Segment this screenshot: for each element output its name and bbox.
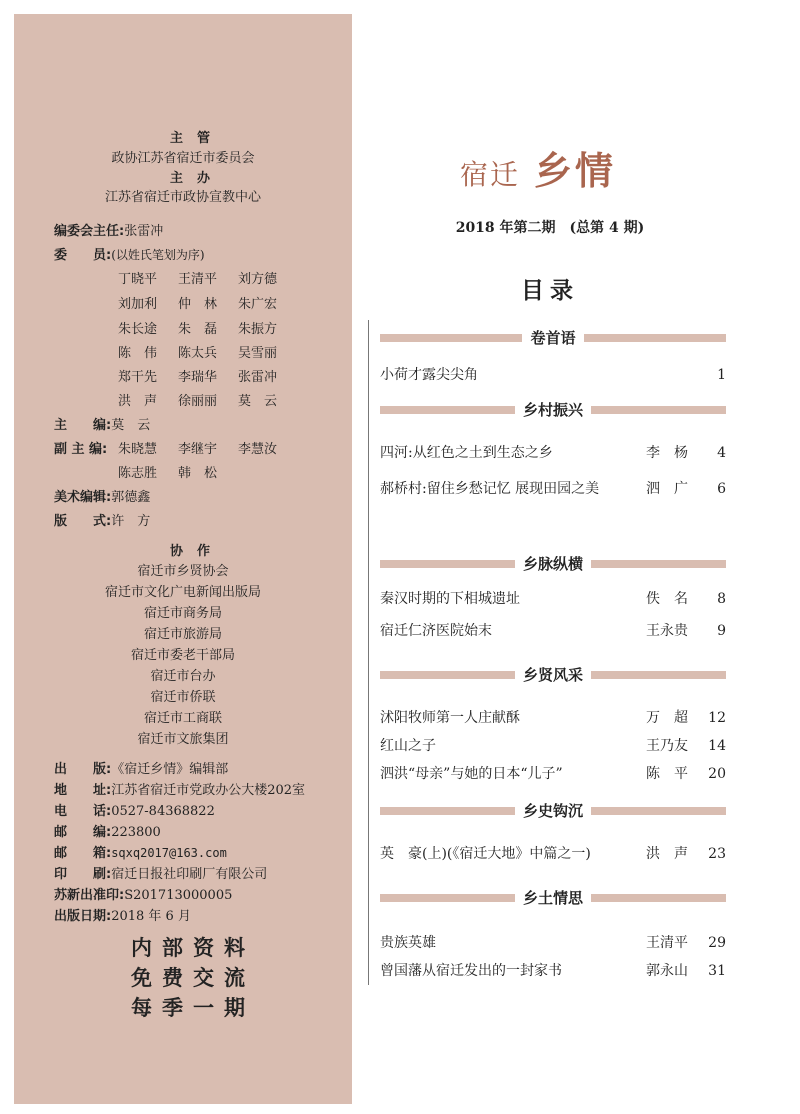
cooperation-org: 宿迁市委老干部局	[130, 648, 235, 663]
cooperation-org: 宿迁市商务局	[143, 606, 222, 621]
sponsor-label: 主管	[169, 131, 224, 146]
section-header: 乡史钩沉	[380, 800, 726, 822]
host-org: 江苏省宿迁市政协宣教中心	[104, 190, 261, 205]
toc-entry[interactable]: 贵族英雄 王清平 29	[380, 935, 726, 951]
member-row: 郑干先 李瑞华 张雷冲	[118, 370, 278, 385]
layout-designer: 版 式:许 方	[54, 514, 151, 529]
cooperation-org: 宿迁市文化广电新闻出版局	[104, 585, 261, 600]
cooperation-org: 宿迁市台办	[150, 669, 216, 684]
phone: 电 话:0527-84368822	[54, 804, 215, 819]
cooperation-org: 宿迁市工商联	[143, 711, 222, 726]
toc-entry[interactable]: 沭阳牧师第一人庄献酥 万 超 12	[380, 710, 726, 726]
cooperation-org: 宿迁市旅游局	[143, 627, 222, 642]
toc-entry[interactable]: 秦汉时期的下相城遗址 佚 名 8	[380, 591, 726, 607]
cooperation-org: 宿迁市文旅集团	[137, 732, 229, 747]
section-header: 乡贤风采	[380, 664, 726, 686]
toc-entry[interactable]: 英 豪(上)(《宿迁大地》中篇之一) 洪 声 23	[380, 846, 726, 862]
member-row: 洪 声 徐丽丽 莫 云	[118, 394, 278, 409]
cooperation-org: 宿迁市侨联	[150, 690, 216, 705]
toc-entry[interactable]: 曾国藩从宿迁发出的一封家书 郭永山 31	[380, 963, 726, 979]
cooperation-label: 协作	[169, 544, 224, 559]
deputy-editors: 副 主 编:	[54, 442, 108, 457]
deputy-row: 陈志胜 韩 松	[118, 466, 218, 481]
slogan-free: 免费交流	[131, 966, 255, 990]
address: 地 址:江苏省宿迁市党政办公大楼202室	[54, 783, 306, 798]
chief-editor: 主 编:莫 云	[54, 418, 151, 433]
toc-title: 目录	[521, 278, 579, 304]
publisher: 出 版:《宿迁乡情》编辑部	[54, 762, 229, 777]
members-heading: 委 员:(以姓氏笔划为序)	[54, 248, 205, 263]
section-header: 卷首语	[380, 327, 726, 349]
section-header: 乡土情思	[380, 887, 726, 909]
issue-number: 2018 年第二期 (总第 4 期)	[455, 220, 645, 236]
print-permit: 苏新出准印:S201713000005	[54, 888, 233, 903]
toc-entry[interactable]: 郝桥村:留住乡愁记忆 展现田园之美 泗 广 6	[380, 481, 726, 497]
art-editor: 美术编辑:郭德鑫	[54, 490, 151, 505]
column-divider	[368, 320, 369, 985]
printer: 印 刷:宿迁日报社印刷厂有限公司	[54, 867, 268, 882]
member-row: 陈 伟 陈太兵 吴雪丽	[118, 346, 278, 361]
slogan-quarterly: 每季一期	[131, 996, 255, 1020]
section-header: 乡村振兴	[380, 399, 726, 421]
postcode: 邮 编:223800	[54, 825, 161, 840]
email: 邮 箱:sqxq2017@163.com	[54, 846, 227, 861]
toc-entry[interactable]: 红山之子 王乃友 14	[380, 738, 726, 754]
member-row: 朱长途 朱 磊 朱振方	[118, 322, 278, 337]
magazine-logo: 宿迁 乡情	[460, 149, 617, 193]
section-header: 乡脉纵横	[380, 553, 726, 575]
deputy-row: 朱晓慧 李继宇 李慧汝	[118, 442, 278, 457]
toc-entry[interactable]: 四河:从红色之土到生态之乡 李 杨 4	[380, 445, 726, 461]
sponsor-org: 政协江苏省宿迁市委员会	[111, 151, 255, 166]
toc-entry[interactable]: 泗洪“母亲”与她的日本“儿子” 陈 平 20	[380, 766, 726, 782]
toc-entry[interactable]: 小荷才露尖尖角 1	[380, 367, 726, 383]
host-label: 主办	[169, 171, 224, 186]
editorial-director: 编委会主任:张雷冲	[54, 224, 164, 239]
slogan-internal: 内部资料	[131, 936, 255, 960]
member-row: 丁晓平 王清平 刘方德	[118, 272, 278, 287]
cooperation-org: 宿迁市乡贤协会	[137, 564, 229, 579]
member-row: 刘加利 仲 林 朱广宏	[118, 297, 278, 312]
publication-date: 出版日期:2018 年 6 月	[54, 909, 191, 924]
toc-entry[interactable]: 宿迁仁济医院始末 王永贵 9	[380, 623, 726, 639]
